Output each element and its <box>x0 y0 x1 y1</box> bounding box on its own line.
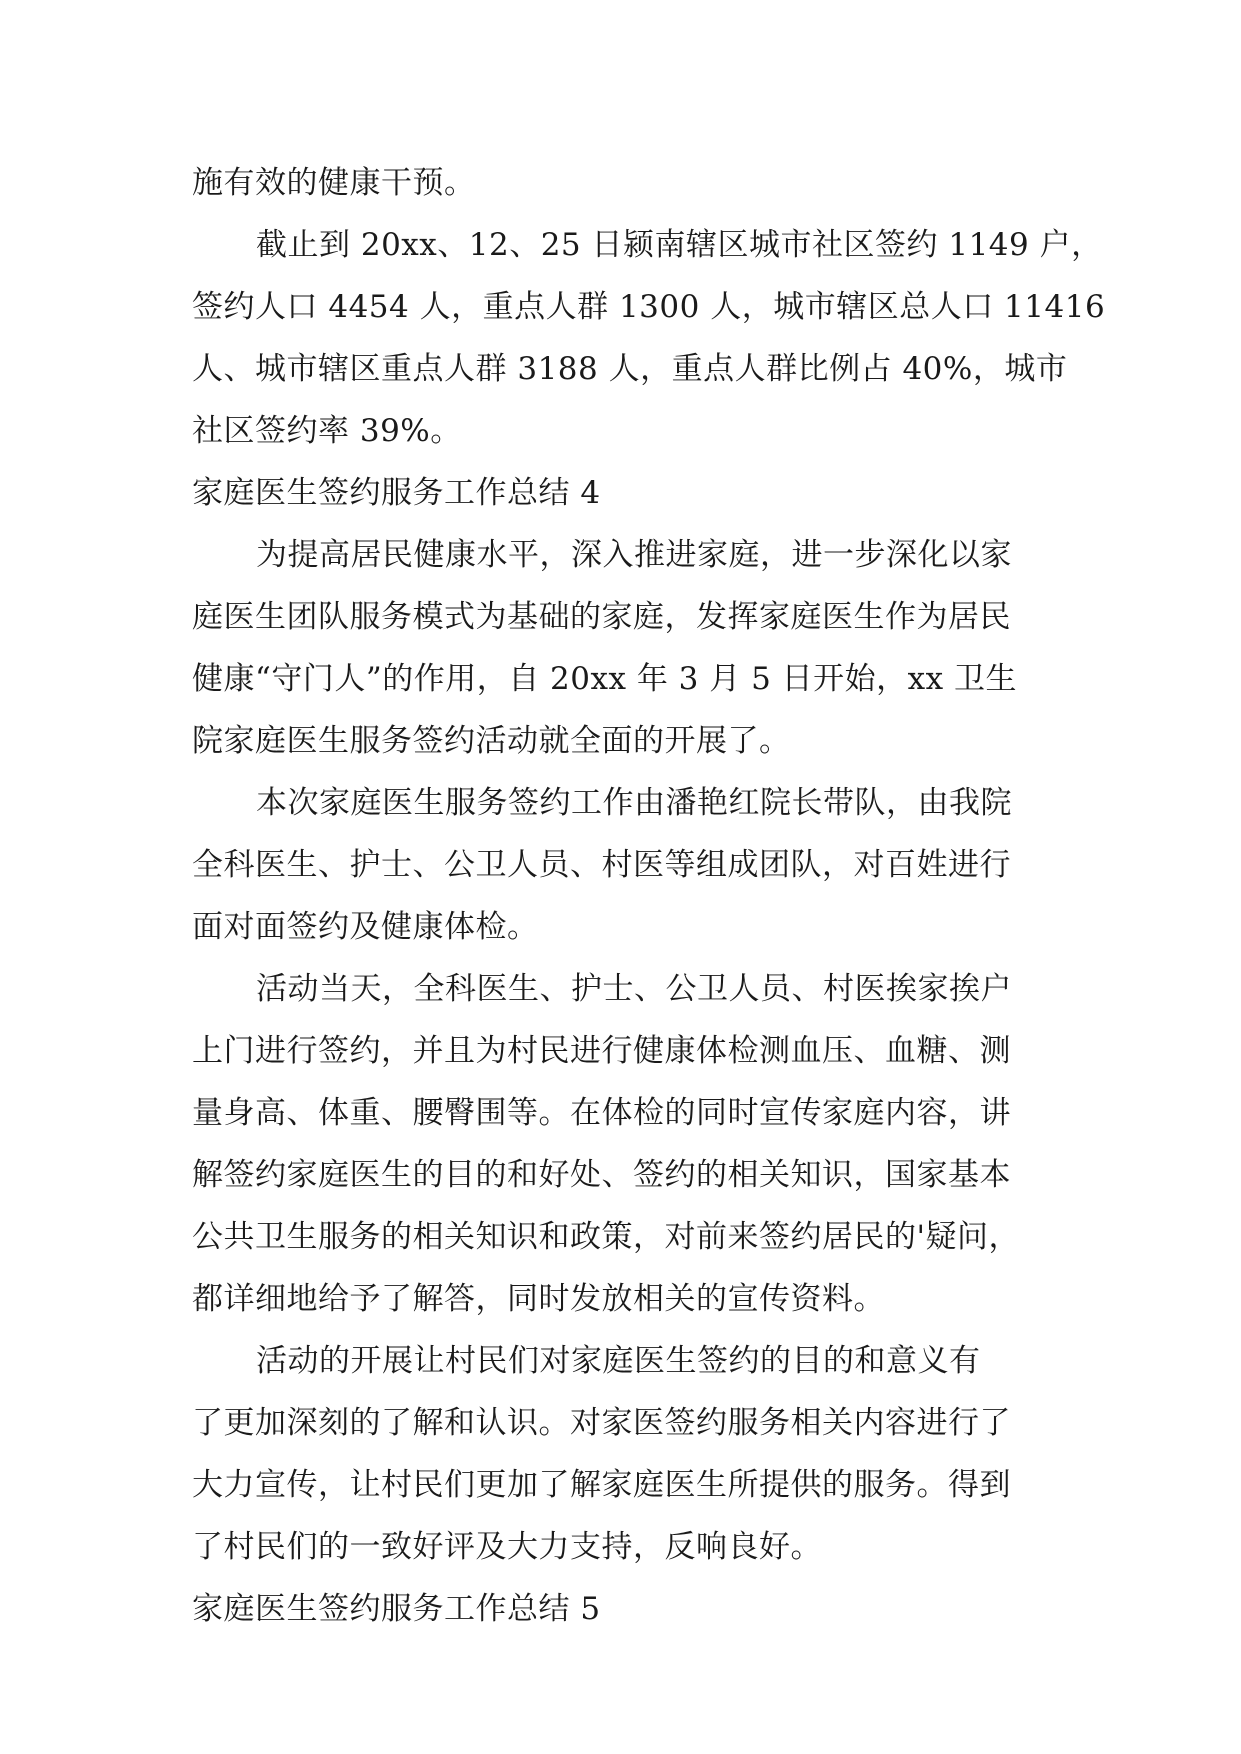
paragraph-line: 健康“守门人”的作用，自 20xx 年 3 月 5 日开始，xx 卫生 <box>192 661 1017 697</box>
paragraph-line: 签约人口 4454 人，重点人群 1300 人，城市辖区总人口 11416 <box>192 289 1106 325</box>
paragraph-line: 量身高、体重、腰臀围等。在体检的同时宣传家庭内容，讲 <box>192 1095 1011 1131</box>
paragraph-line: 社区签约率 39%。 <box>192 413 462 449</box>
paragraph-first-line: 截止到 20xx、12、25 日颍南辖区城市社区签约 1149 户， <box>256 227 1103 263</box>
paragraph-first-line: 活动的开展让村民们对家庭医生签约的目的和意义有 <box>256 1343 981 1379</box>
paragraph-line: 公共卫生服务的相关知识和政策，对前来签约居民的'疑问， <box>192 1219 1021 1255</box>
paragraph-line: 全科医生、护士、公卫人员、村医等组成团队，对百姓进行 <box>192 847 1011 883</box>
paragraph-line: 人、城市辖区重点人群 3188 人，重点人群比例占 40%，城市 <box>192 351 1068 387</box>
section-heading: 家庭医生签约服务工作总结 5 <box>192 1591 601 1627</box>
paragraph-line: 庭医生团队服务模式为基础的家庭，发挥家庭医生作为居民 <box>192 599 1011 635</box>
paragraph-first-line: 活动当天，全科医生、护士、公卫人员、村医挨家挨户 <box>256 971 1012 1007</box>
paragraph-line: 面对面签约及健康体检。 <box>192 909 539 945</box>
paragraph-line: 解签约家庭医生的目的和好处、签约的相关知识，国家基本 <box>192 1157 1011 1193</box>
section-heading: 家庭医生签约服务工作总结 4 <box>192 475 601 511</box>
paragraph-line: 施有效的健康干预。 <box>192 165 476 201</box>
paragraph-first-line: 本次家庭医生服务签约工作由潘艳红院长带队，由我院 <box>256 785 1012 821</box>
paragraph-line: 都详细地给予了解答，同时发放相关的宣传资料。 <box>192 1281 885 1317</box>
paragraph-first-line: 为提高居民健康水平，深入推进家庭，进一步深化以家 <box>256 537 1012 573</box>
paragraph-line: 上门进行签约，并且为村民进行健康体检测血压、血糖、测 <box>192 1033 1011 1069</box>
paragraph-line: 了更加深刻的了解和认识。对家医签约服务相关内容进行了 <box>192 1405 1011 1441</box>
document-body <box>192 152 1106 1640</box>
paragraph-line: 了村民们的一致好评及大力支持，反响良好。 <box>192 1529 822 1565</box>
paragraph-line: 院家庭医生服务签约活动就全面的开展了。 <box>192 723 791 759</box>
paragraph-line: 大力宣传，让村民们更加了解家庭医生所提供的服务。得到 <box>192 1467 1011 1503</box>
